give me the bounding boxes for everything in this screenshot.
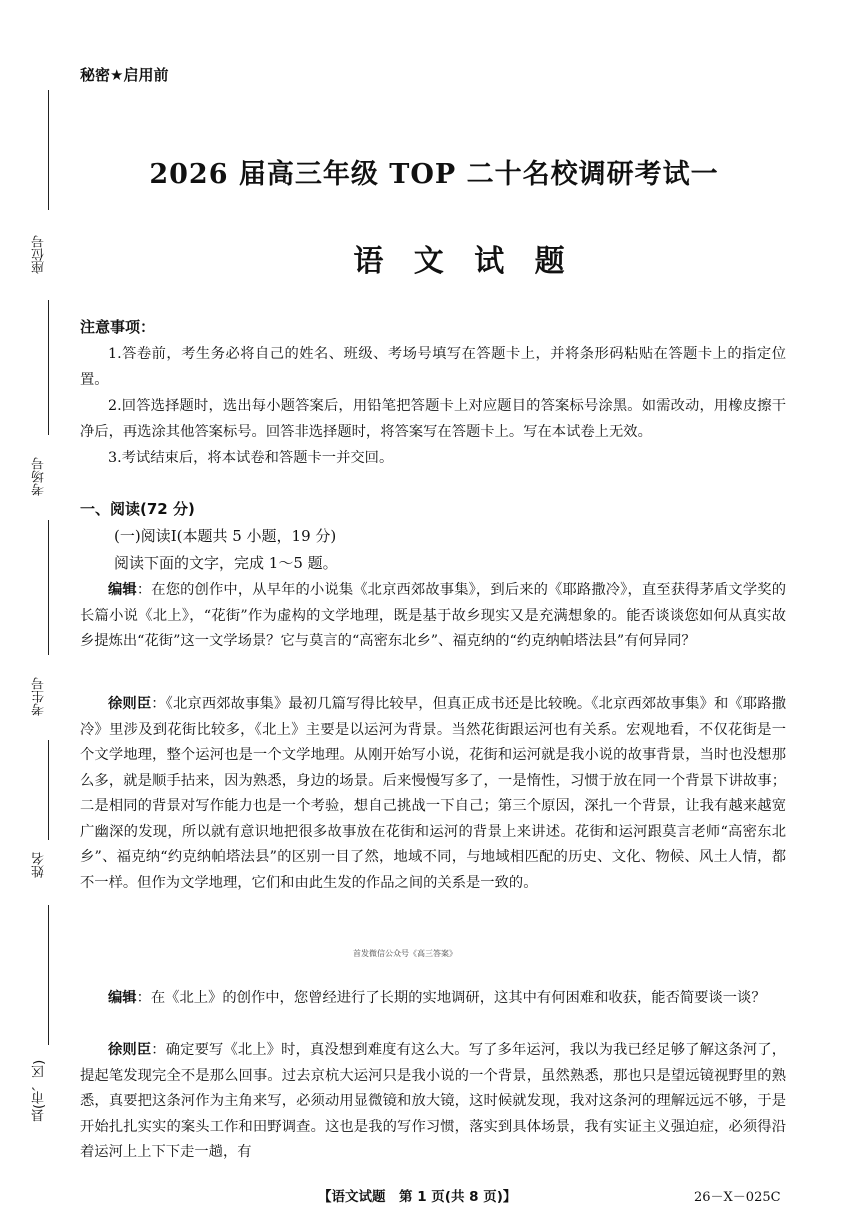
speaker-name: 编辑 (108, 990, 137, 1006)
dialogue-paragraph (80, 578, 786, 655)
dialogue-text: ：《北京西郊故事集》最初几篇写得比较早，但真正成书还是比较晚。《北京西郊故事集》和《耶路撒冷》里涉及到花街比较多，《北上》主要是以运河为背景。当然花街跟运河也有关系。宏观地看，不仅花街是一个文学地理，整个运河也是一个文学地理。从刚开始写小说，花街和运河就是我小说的故事背景，当时也没想那么多，就是顺手拈来，因为熟悉，身边的场景。后来慢慢写多了，一是惰性，习惯于放在同一个背景下讲故事；二是相同的背景对写作能力也是一个考验，想自己挑战一下自己；第三个原因，深扎一个背景，让我有越来越宽广幽深的发现，所以就有意识地把很多故事放在花街和运河的背景上来讲述。花街和运河跟莫言老师“高密东北乡”、福克纳“约克纳帕塔法县”的区别一目了然，地域不同，与地域相匹配的历史、文化、物候、风土人情，都不一样。但作为文学地理，它们和由此生发的作品之间的关系是一致的。 (80, 696, 786, 891)
speaker-name: 徐则臣 (108, 696, 152, 712)
paper-code: 26－X－025C (694, 1190, 781, 1205)
page-footer: 【语文试题 第 1 页(共 8 页)】 (318, 1189, 517, 1205)
notice-item: 2.回答选择题时，选出每小题答案后，用铅笔把答题卡上对应题目的答案标号涂黑。如需改动，用橡皮擦干净后，再选涂其他答案标号。回答非选择题时，将答案写在答题卡上。写在本试卷上无效。 (80, 398, 786, 440)
speaker-name: 编辑 (108, 582, 137, 598)
dialogue-text: ：确定要写《北上》时，真没想到难度有这么大。写了多年运河，我以为我已经足够了解这条河了，提起笔发现完全不是那么回事。过去京杭大运河只是我小说的一个背景，虽然熟悉，那也只是望远镜视野里的熟悉，真要把这条河作为主角来写，必须动用显微镜和放大镜，这时候就发现，我对这条河的理解远远不够，于是开始扎扎实实的案头工作和田野调查。这也是我的写作习惯，落实到具体场景，我有实证主义强迫症，必须得沿着运河上上下下走一趟，有 (80, 1042, 787, 1160)
dialogue-paragraph (80, 692, 786, 896)
confidential-mark: 秘密★启用前 (80, 66, 169, 84)
exam-subtitle: 语 文 试 题 (353, 244, 575, 279)
dialogue-paragraph (80, 1038, 786, 1166)
exam-room-label: 考场号 (32, 457, 47, 496)
speaker-name: 徐则臣 (108, 1042, 152, 1058)
margin-line (48, 740, 49, 840)
dialogue-text: ：在《北上》的创作中，您曾经进行了长期的实地调研，这其中有何困难和收获，能否简要谈一谈？ (136, 990, 766, 1006)
county-label: 县(市、区) (32, 1059, 47, 1122)
exam-title: 2026 届高三年级 TOP 二十名校调研考试一 (149, 159, 719, 190)
watermark: 首发微信公众号《高三答案》 (353, 949, 457, 958)
notice-item: 3.考试结束后，将本试卷和答题卡一并交回。 (108, 450, 394, 466)
dialogue-paragraph (80, 986, 786, 1012)
margin-line (48, 300, 49, 435)
section-title: 一、阅读(72 分) (80, 500, 195, 518)
seat-number-label: 座位号 (32, 235, 47, 274)
margin-line (48, 905, 49, 1045)
instruction: 阅读下面的文字，完成 1～5 题。 (114, 554, 338, 572)
subsection-title: (一)阅读Ⅰ(本题共 5 小题，19 分) (114, 527, 337, 545)
name-label: 姓名 (32, 852, 47, 878)
margin-line (48, 90, 49, 210)
dialogue-text: ：在您的创作中，从早年的小说集《北京西郊故事集》，到后来的《耶路撒冷》，直至获得茅盾文学奖的长篇小说《北上》，“花街”作为虚构的文学地理，既是基于故乡现实又是充满想象的。能否谈谈您如何从真实故乡提炼出“花街”这一文学场景？它与莫言的“高密东北乡”、福克纳的“约克纳帕塔法县”有何异同？ (80, 582, 787, 649)
candidate-number-label: 考生号 (32, 677, 47, 716)
notice-item: 1.答卷前，考生务必将自己的姓名、班级、考场号填写在答题卡上，并将条形码粘贴在答题卡上的指定位置。 (80, 346, 786, 388)
notice-title: 注意事项： (80, 318, 156, 336)
margin-line (48, 520, 49, 655)
